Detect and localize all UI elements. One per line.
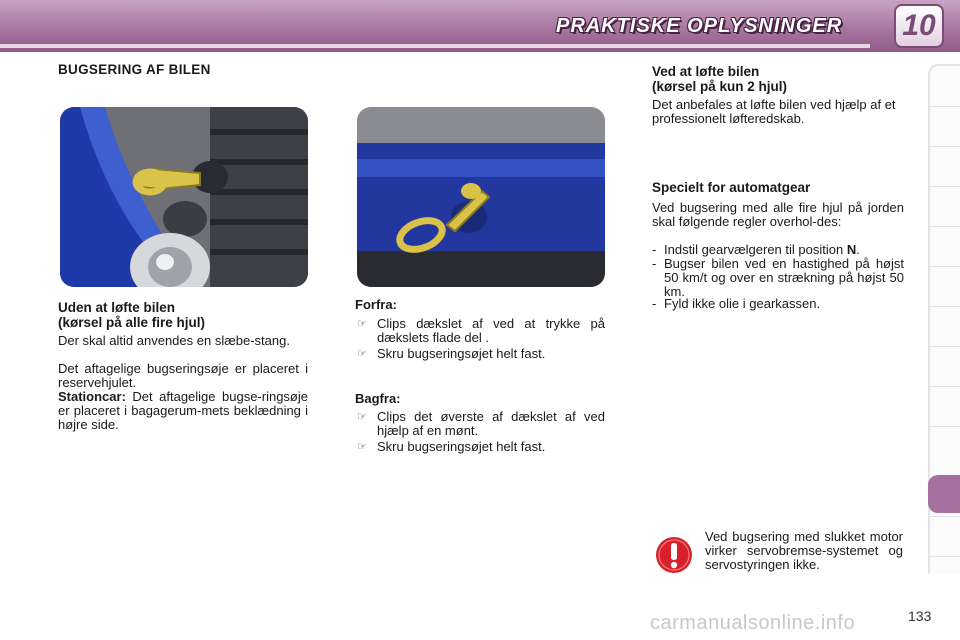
rear-towing-eye-photo	[357, 107, 605, 287]
watermark: carmanualsonline.info	[650, 612, 856, 634]
automatic-gear-heading: Specielt for automatgear	[652, 180, 811, 195]
rear-heading: Bagfra:	[355, 391, 401, 406]
exclamation-icon	[655, 536, 693, 574]
page-title: BUGSERING AF BILEN	[58, 62, 211, 77]
towing-eye-location-paragraph: Det aftagelige bugseringsøje er placeret i reservehjulet.	[58, 361, 308, 390]
page-number: 133	[908, 608, 932, 624]
pointing-hand-icon: ☞	[357, 348, 367, 360]
tow-bar-paragraph: Der skal altid anvendes en slæbe-stang.	[58, 333, 290, 348]
header-stripe	[0, 44, 870, 48]
pointing-hand-icon: ☞	[357, 318, 367, 330]
chapter-number-badge: 10	[894, 4, 944, 48]
stationcar-paragraph: Stationcar: Det aftagelige bugse-ringsøje er placeret i bagagerum-mets beklædning i højre side.	[58, 389, 308, 432]
lift-paragraph: Det anbefales at løfte bilen ved hjælp af et professionelt løfteredskab.	[652, 97, 896, 126]
no-lift-heading: Uden at løfte bilen (kørsel på alle fire hjul)	[58, 300, 206, 330]
pointing-hand-icon: ☞	[357, 441, 367, 453]
front-heading: Forfra:	[355, 297, 397, 312]
lift-heading: Ved at løfte bilen (kørsel på kun 2 hjul)	[652, 64, 788, 94]
pointing-hand-icon: ☞	[357, 411, 367, 423]
active-chapter-tab[interactable]	[928, 475, 960, 513]
front-towing-eye-photo	[60, 107, 308, 287]
automatic-gear-paragraph: Ved bugsering med alle fire hjul på jorden skal følgende regler overhol-des:	[652, 200, 904, 229]
warning-text: Ved bugsering med slukket motor virker servobremse-systemet og servostyringen ikke.	[705, 529, 903, 572]
section-title: PRAKTISKE OPLYSNINGER	[556, 15, 843, 37]
